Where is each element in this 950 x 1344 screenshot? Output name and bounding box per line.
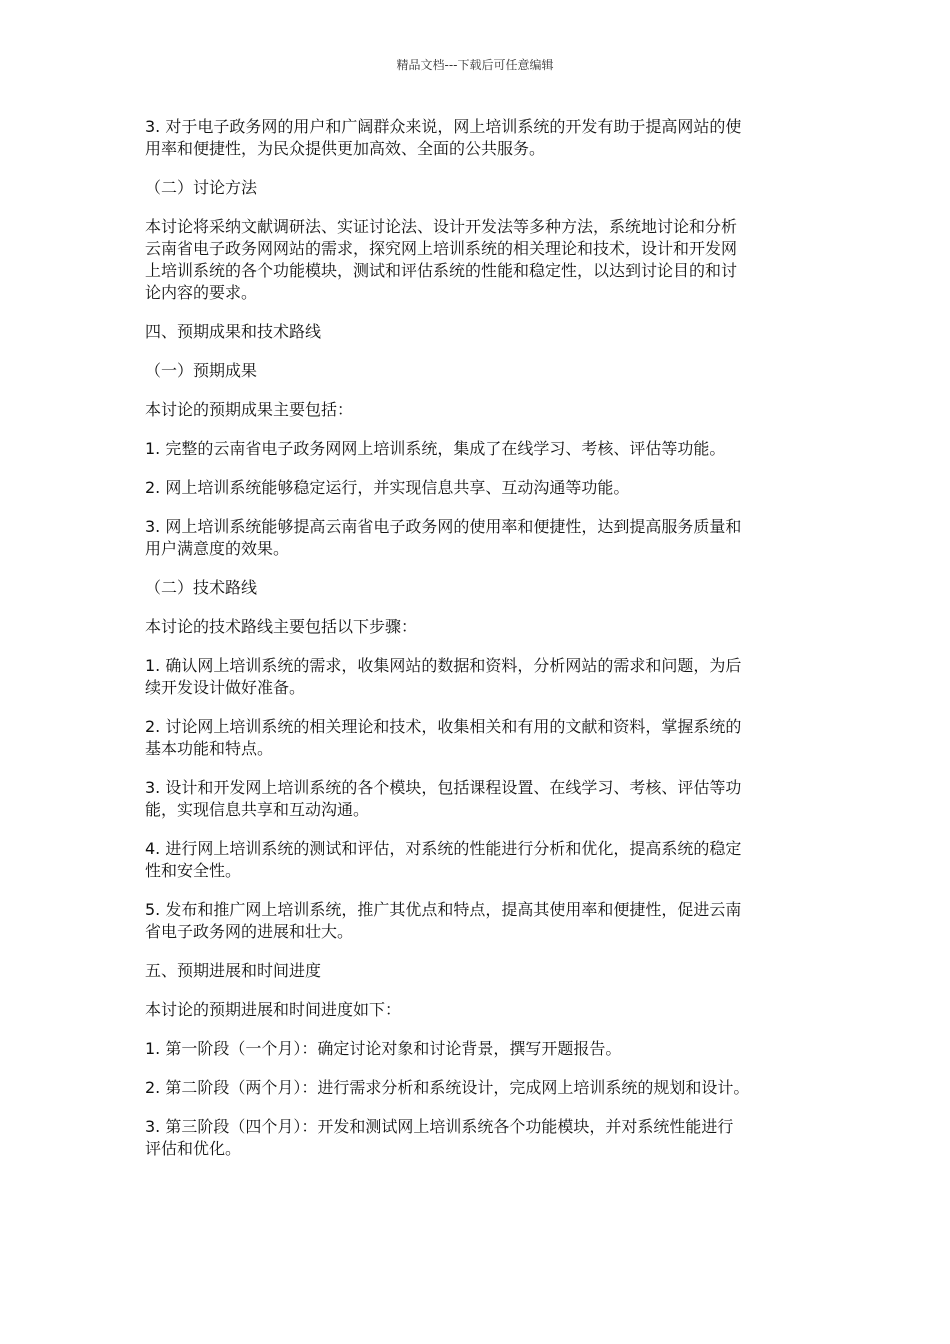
text-line: 3. 设计和开发网上培训系统的各个模块，包括课程设置、在线学习、考核、评估等功 [145,778,742,797]
paragraph [145,999,813,1021]
text-line: 评估和优化。 [145,1139,242,1158]
text-line: 基本功能和特点。 [145,739,274,758]
text-line: 云南省电子政务网网站的需求，探究网上培训系统的相关理论和技术，设计和开发网 [145,239,738,258]
text-line: 3. 网上培训系统能够提高云南省电子政务网的使用率和便捷性，达到提高服务质量和 [145,517,742,536]
paragraph [145,116,813,160]
paragraph [145,616,813,638]
text-line: 五、预期进展和时间进度 [145,961,322,980]
paragraph [145,399,813,421]
list-item [145,1077,813,1099]
list-item [145,438,813,460]
section-heading [145,321,813,343]
list-item [145,1038,813,1060]
text-line: 3. 第三阶段（四个月）：开发和测试网上培训系统各个功能模块，并对系统性能进行 [145,1117,734,1136]
section-heading [145,177,813,199]
text-line: 续开发设计做好准备。 [145,678,306,697]
list-item [145,1116,813,1160]
text-line: 1. 第一阶段（一个月）：确定讨论对象和讨论背景，撰写开题报告。 [145,1039,622,1058]
text-line: 上培训系统的各个功能模块，测试和评估系统的性能和稳定性，以达到讨论目的和讨 [145,261,738,280]
list-item [145,838,813,882]
document-body [145,116,813,1177]
text-line: 本讨论的技术路线主要包括以下步骤： [145,617,418,636]
text-line: 2. 网上培训系统能够稳定运行，并实现信息共享、互动沟通等功能。 [145,478,630,497]
text-line: （二）技术路线 [145,578,258,597]
page-header: 精品文档---下载后可任意编辑 [396,58,554,72]
paragraph [145,216,813,304]
section-heading [145,577,813,599]
text-line: 1. 确认网上培训系统的需求，收集网站的数据和资料，分析网站的需求和问题，为后 [145,656,742,675]
text-line: 论内容的要求。 [145,283,258,302]
text-line: 省电子政务网的进展和壮大。 [145,922,354,941]
text-line: 2. 第二阶段（两个月）：进行需求分析和系统设计，完成网上培训系统的规划和设计。 [145,1078,750,1097]
text-line: 本讨论的预期成果主要包括： [145,400,354,419]
list-item [145,899,813,943]
text-line: 能，实现信息共享和互动沟通。 [145,800,370,819]
list-item [145,477,813,499]
list-item [145,716,813,760]
text-line: 四、预期成果和技术路线 [145,322,322,341]
text-line: 3. 对于电子政务网的用户和广阔群众来说，网上培训系统的开发有助于提高网站的使 [145,117,742,136]
text-line: 性和安全性。 [145,861,242,880]
text-line: 2. 讨论网上培训系统的相关理论和技术，收集相关和有用的文献和资料，掌握系统的 [145,717,742,736]
section-heading [145,960,813,982]
text-line: 本讨论的预期进展和时间进度如下： [145,1000,402,1019]
text-line: （一）预期成果 [145,361,258,380]
list-item [145,777,813,821]
text-line: 用户满意度的效果。 [145,539,290,558]
section-heading [145,360,813,382]
text-line: 1. 完整的云南省电子政务网网上培训系统，集成了在线学习、考核、评估等功能。 [145,439,726,458]
text-line: 用率和便捷性，为民众提供更加高效、全面的公共服务。 [145,139,546,158]
text-line: 5. 发布和推广网上培训系统，推广其优点和特点，提高其使用率和便捷性，促进云南 [145,900,742,919]
text-line: 4. 进行网上培训系统的测试和评估，对系统的性能进行分析和优化，提高系统的稳定 [145,839,742,858]
list-item [145,655,813,699]
list-item [145,516,813,560]
text-line: 本讨论将采纳文献调研法、实证讨论法、设计开发法等多种方法，系统地讨论和分析 [145,217,738,236]
text-line: （二）讨论方法 [145,178,258,197]
